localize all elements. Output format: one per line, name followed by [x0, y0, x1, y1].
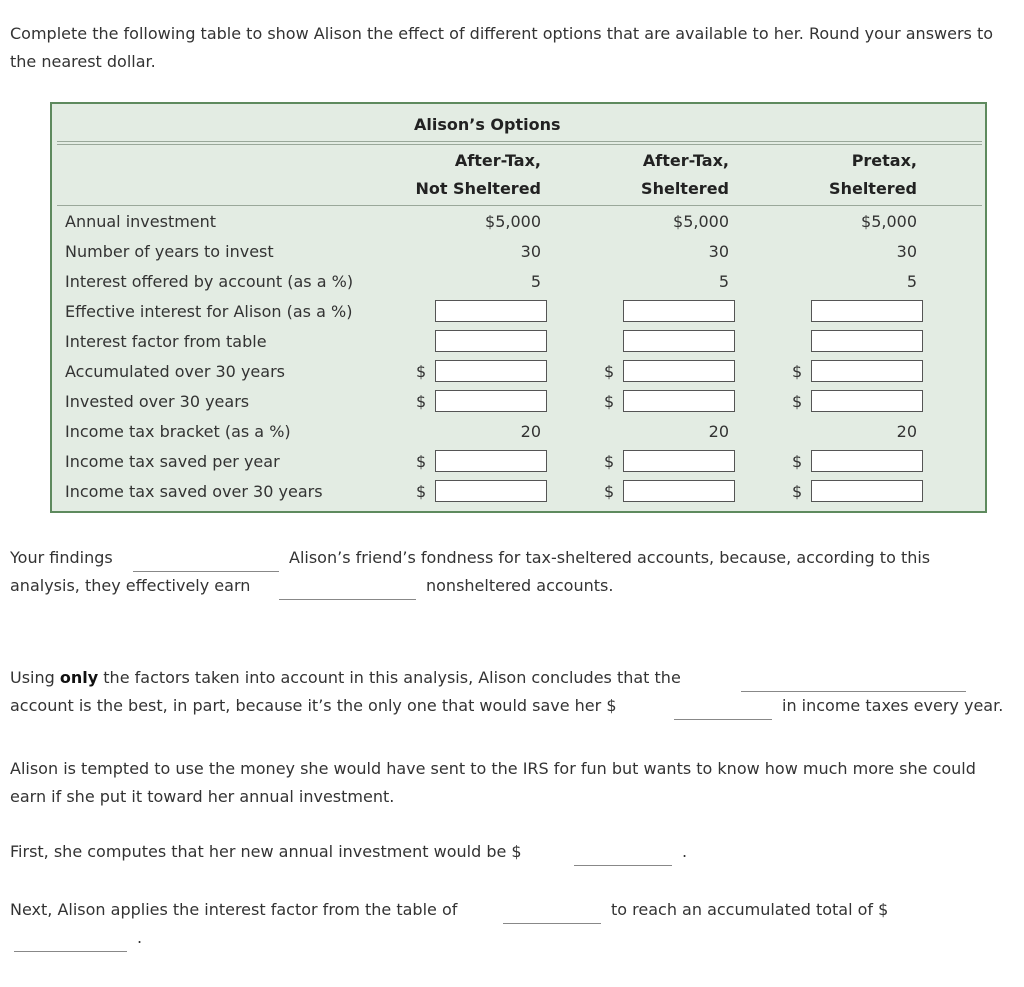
tax-saved-year-input-1[interactable]: [435, 450, 547, 472]
cell-tax-bracket: 20: [708, 422, 729, 441]
findings-dropdown-1[interactable]: [133, 549, 279, 572]
cell-tax-bracket: 20: [520, 422, 541, 441]
currency-symbol: $: [416, 392, 427, 411]
findings-middle: Alison’s friend’s fondness for tax-sheltered accounts, because, according to this: [289, 548, 931, 567]
currency-symbol: $: [792, 392, 803, 411]
interest-factor-input-3[interactable]: [811, 330, 923, 352]
cell-years: 30: [896, 242, 917, 261]
col-header-1-line2: Not Sheltered: [415, 179, 541, 198]
header-divider-top: [57, 141, 982, 142]
currency-symbol: $: [416, 452, 427, 471]
accumulated-input-2[interactable]: [623, 360, 735, 382]
row-label-annual-investment: Annual investment: [65, 212, 217, 231]
invested-input-2[interactable]: [623, 390, 735, 412]
cell-annual-investment: $5,000: [673, 212, 729, 231]
effective-interest-input-2[interactable]: [623, 300, 735, 322]
new-investment-input[interactable]: [574, 843, 672, 866]
interest-factor-input-1[interactable]: [435, 330, 547, 352]
row-label-tax-saved-year: Income tax saved per year: [65, 452, 280, 471]
currency-symbol: $: [604, 392, 615, 411]
currency-symbol: $: [792, 482, 803, 501]
row-label-interest-factor: Interest factor from table: [65, 332, 267, 351]
tax-saved-30-input-2[interactable]: [623, 480, 735, 502]
cell-annual-investment: $5,000: [485, 212, 541, 231]
currency-symbol: $: [604, 452, 615, 471]
row-label-interest-offered: Interest offered by account (as a %): [65, 272, 354, 291]
row-label-tax-bracket: Income tax bracket (as a %): [65, 422, 291, 441]
tax-saved-year-input-2[interactable]: [623, 450, 735, 472]
row-label-invested: Invested over 30 years: [65, 392, 250, 411]
currency-symbol: $: [792, 362, 803, 381]
tax-saved-input[interactable]: [674, 697, 772, 720]
tax-saved-30-input-1[interactable]: [435, 480, 547, 502]
conclusion-text-a: Using: [10, 668, 55, 687]
conclusion-bold-only: only: [59, 668, 99, 687]
instructions-text: Complete the following table to show Alison the effect of different options that are available to her. Round your answers to the nearest dollar.: [10, 24, 994, 71]
row-label-years: Number of years to invest: [65, 242, 274, 261]
interest-factor-dropdown[interactable]: [503, 901, 601, 924]
group-header: Alison’s Options: [414, 115, 561, 134]
next-middle: to reach an accumulated total of $: [611, 900, 889, 919]
tax-saved-30-input-3[interactable]: [811, 480, 923, 502]
currency-symbol: $: [604, 482, 615, 501]
currency-symbol: $: [604, 362, 615, 381]
first-period: .: [682, 842, 688, 861]
tempted-text: Alison is tempted to use the money she would have sent to the IRS for fun but wants to know how much more she could earn if she put it toward her annual investment.: [10, 759, 976, 806]
col-header-1-line1: After-Tax,: [454, 151, 541, 170]
row-label-tax-saved-30: Income tax saved over 30 years: [65, 482, 323, 501]
cell-annual-investment: $5,000: [861, 212, 917, 231]
effective-interest-input-3[interactable]: [811, 300, 923, 322]
cell-tax-bracket: 20: [896, 422, 917, 441]
conclusion-suffix: in income taxes every year.: [782, 696, 1004, 715]
row-label-effective-interest: Effective interest for Alison (as a %): [65, 302, 353, 321]
invested-input-1[interactable]: [435, 390, 547, 412]
currency-symbol: $: [416, 482, 427, 501]
accumulated-input-1[interactable]: [435, 360, 547, 382]
findings-line2-prefix: analysis, they effectively earn: [10, 576, 251, 595]
cell-interest-offered: 5: [530, 272, 541, 291]
cell-interest-offered: 5: [906, 272, 917, 291]
col-header-2-line2: Sheltered: [641, 179, 729, 198]
conclusion-text-b: the factors taken into account in this analysis, Alison concludes that the: [103, 668, 681, 687]
cell-interest-offered: 5: [718, 272, 729, 291]
col-header-3-line2: Sheltered: [829, 179, 917, 198]
invested-input-3[interactable]: [811, 390, 923, 412]
currency-symbol: $: [416, 362, 427, 381]
effective-interest-input-1[interactable]: [435, 300, 547, 322]
currency-symbol: $: [792, 452, 803, 471]
accumulated-total-input[interactable]: [14, 929, 127, 952]
col-header-2-line1: After-Tax,: [642, 151, 729, 170]
tax-saved-year-input-3[interactable]: [811, 450, 923, 472]
interest-factor-input-2[interactable]: [623, 330, 735, 352]
header-divider-top-2: [57, 144, 982, 145]
header-divider-bottom: [57, 205, 982, 206]
cell-years: 30: [708, 242, 729, 261]
accumulated-input-3[interactable]: [811, 360, 923, 382]
col-header-3-line1: Pretax,: [851, 151, 917, 170]
next-period: .: [137, 928, 143, 947]
row-label-accumulated: Accumulated over 30 years: [65, 362, 285, 381]
findings-dropdown-2[interactable]: [279, 577, 416, 600]
best-account-dropdown[interactable]: [741, 669, 966, 692]
conclusion-line2: account is the best, in part, because it’s the only one that would save her $: [10, 696, 617, 715]
conclusion-line1: [10, 668, 681, 687]
findings-line2-suffix: nonsheltered accounts.: [426, 576, 614, 595]
cell-years: 30: [520, 242, 541, 261]
first-text: First, she computes that her new annual investment would be $: [10, 842, 522, 861]
findings-prefix: Your findings: [10, 548, 113, 567]
next-text: Next, Alison applies the interest factor from the table of: [10, 900, 458, 919]
